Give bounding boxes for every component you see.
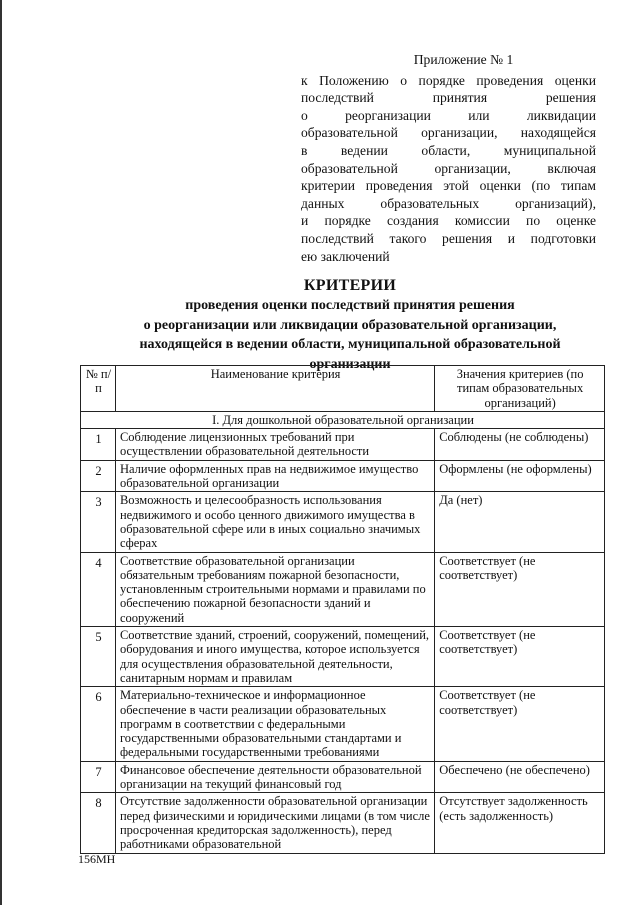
header-value: Значения критериев (по типам образовательных организаций) — [435, 366, 605, 412]
row-name: Соответствие зданий, строений, сооружений, помещений, оборудования и иного имущества, которое используется для осуществления образовательной деятельности, санитарным нормам и правилам — [115, 627, 434, 687]
table-row — [81, 492, 605, 552]
row-num: 4 — [81, 552, 116, 626]
row-num: 7 — [81, 761, 116, 793]
row-name: Возможность и целесообразность использования недвижимого и особо ценного движимого имущества в образовательной сфере или в иных социально значимых сферах — [115, 492, 434, 552]
row-value: Оформлены (не оформлены) — [435, 460, 605, 492]
scan-edge-line — [0, 0, 2, 905]
row-name: Соблюдение лицензионных требований при осуществлении образовательной деятельности — [115, 429, 434, 461]
appendix-line: образовательной организации, включая — [301, 160, 596, 176]
row-value: Соответствует (не соответствует) — [435, 627, 605, 687]
table-row — [81, 761, 605, 793]
appendix-line: к Положению о порядке проведения оценки — [301, 72, 596, 88]
table-row — [81, 793, 605, 853]
table-row — [81, 552, 605, 626]
row-name: Наличие оформленных прав на недвижимое имущество образовательной организации — [115, 460, 434, 492]
row-value: Соответствует (не соответствует) — [435, 687, 605, 761]
appendix-line: последствий принятия решения — [301, 90, 596, 106]
row-value: Обеспечено (не обеспечено) — [435, 761, 605, 793]
row-num: 2 — [81, 460, 116, 492]
criteria-subtitle-line: о реорганизации или ликвидации образовательной организации, — [143, 317, 557, 333]
row-name: Соответствие образовательной организации обязательным требованиям пожарной безопасности, установленным строительными нормами и правилами по обеспечению пожарной безопасности зданий и сооружений — [115, 552, 434, 626]
appendix-title: Приложение № 1 — [413, 52, 514, 67]
table-row — [81, 627, 605, 687]
appendix-line: в ведении области, муниципальной — [301, 142, 596, 158]
criteria-subtitle-line: организации — [309, 356, 391, 372]
criteria-table — [80, 365, 605, 854]
row-num: 5 — [81, 627, 116, 687]
row-name: Материально-техническое и информационное обеспечение в части реализации образовательных программ в соответствии с федеральными государственными образовательными стандартами и федеральными государственными требованиями — [115, 687, 434, 761]
table-row — [81, 460, 605, 492]
footer-code: 156МН — [78, 852, 116, 866]
row-num: 1 — [81, 429, 116, 461]
appendix-line: ею заключений — [301, 248, 390, 264]
criteria-title: КРИТЕРИИ — [303, 277, 397, 294]
row-name: Финансовое обеспечение деятельности образовательной организации на текущий финансовый год — [115, 761, 434, 793]
criteria-subtitle-line: проведения оценки последствий принятия решения — [185, 298, 515, 313]
row-value: Соответствует (не соответствует) — [435, 552, 605, 626]
row-num: 3 — [81, 492, 116, 552]
appendix-line: образовательной организации, находящейся — [301, 125, 596, 141]
row-value: Да (нет) — [435, 492, 605, 552]
row-num: 6 — [81, 687, 116, 761]
appendix-body — [301, 72, 596, 266]
row-value: Отсутствует задолженность (есть задолженность) — [435, 793, 605, 853]
section-row — [81, 411, 605, 428]
criteria-heading — [100, 276, 600, 374]
row-name: Отсутствие задолженности образовательной организации перед физическими и юридическими лицами (в том числе просроченная кредиторская задолженность), перед работниками образовательной — [115, 793, 434, 853]
table-row — [81, 687, 605, 761]
appendix-line: последствий такого решения и подготовки — [301, 230, 596, 246]
section-title: I. Для дошкольной образовательной организации — [81, 411, 605, 428]
appendix-line: данных образовательных организаций), — [301, 195, 596, 211]
row-num: 8 — [81, 793, 116, 853]
appendix-block — [301, 51, 596, 265]
appendix-line: и порядке создания комиссии по оценке — [301, 213, 596, 229]
appendix-line: критерии проведения этой оценки (по типам — [301, 178, 596, 194]
criteria-subtitle-line: находящейся в ведении области, муниципальной образовательной — [139, 337, 561, 352]
table-row — [81, 429, 605, 461]
header-name: Наименование критерия — [115, 366, 434, 412]
appendix-line: о реорганизации или ликвидации — [301, 107, 596, 123]
table-header-row — [81, 366, 605, 412]
row-value: Соблюдены (не соблюдены) — [435, 429, 605, 461]
header-num: № п/п — [81, 366, 116, 412]
